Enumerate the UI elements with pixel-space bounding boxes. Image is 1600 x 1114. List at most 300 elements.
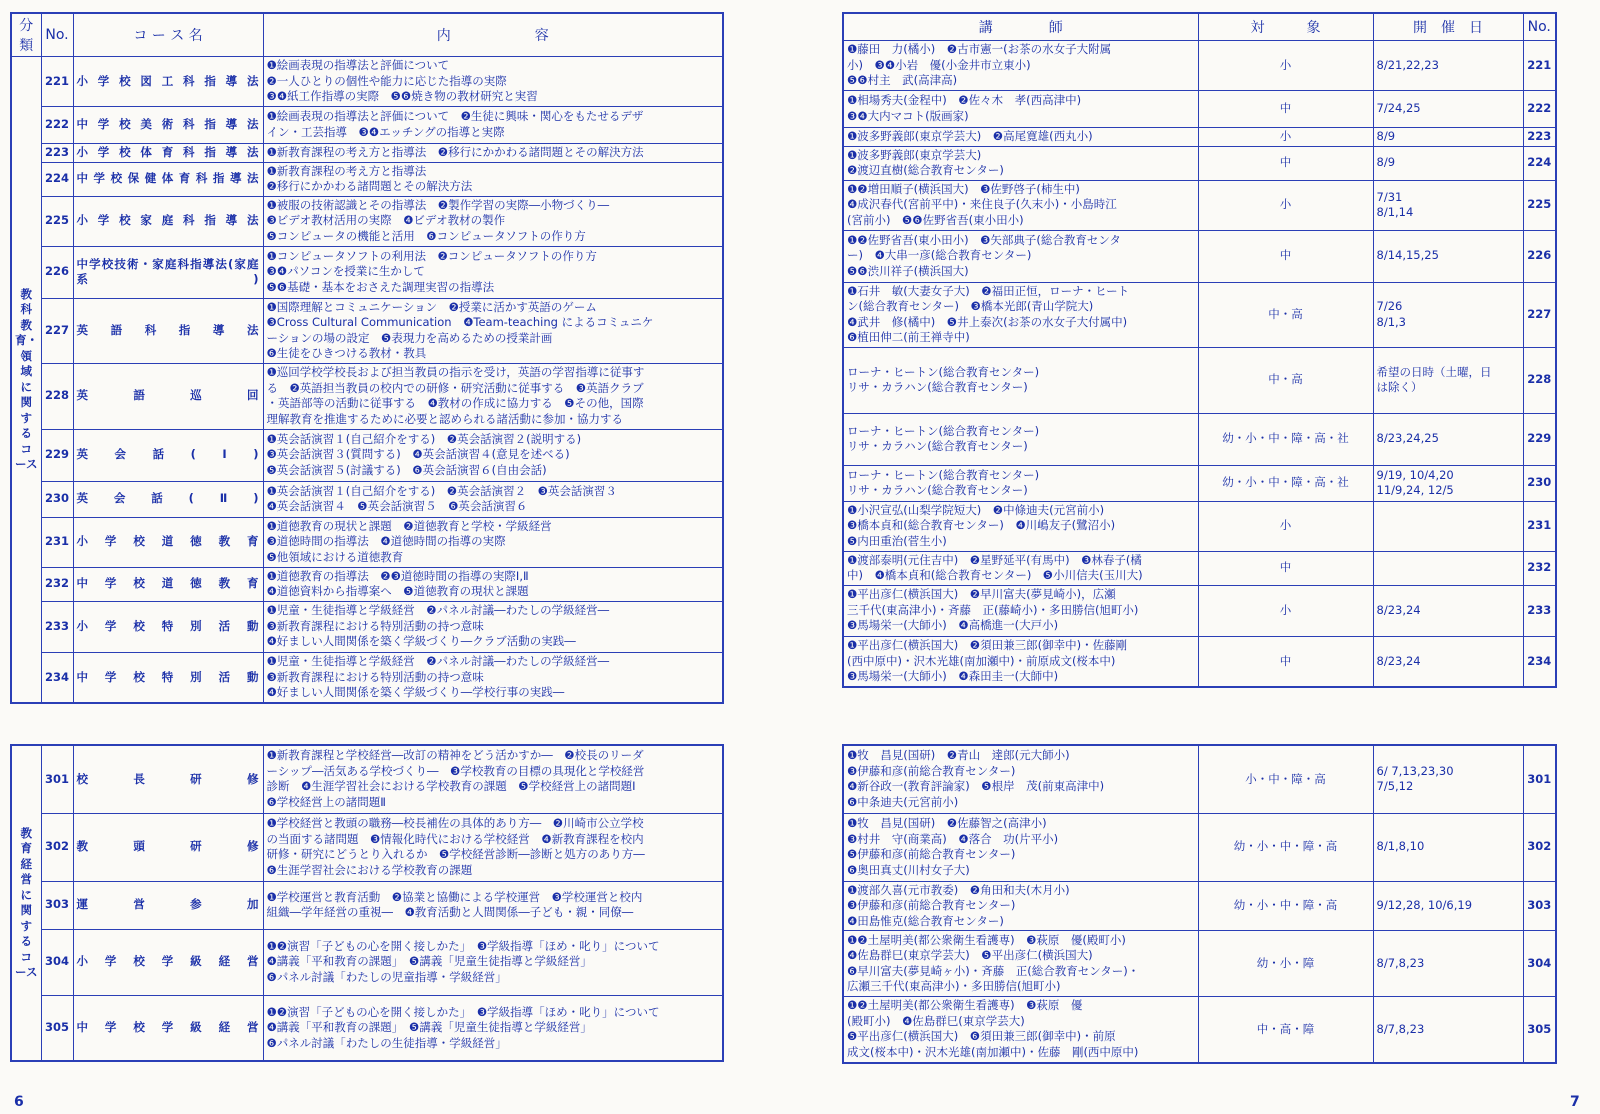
course-number: 221 [41,57,73,107]
content-line: ❷一人ひとりの個性や能力に応じた指導の実際 [266,73,507,88]
schedule-dates: 8/21,22,23 [1373,41,1523,91]
header-target: 対 象 [1198,13,1373,41]
target-audience: 小 [1198,501,1373,551]
content-line: ❸英会話演習３(質問する) ❹英会話演習４(意見を述べる) [266,447,570,462]
content-line: ❺英会話演習５(討議する) ❻英会話演習６(自由会話) [266,462,547,477]
lecturer-line: ❶❷土屋明美(都公衆衛生看護専) ❸萩原 優(殿町小) [847,932,1126,947]
lecturer-line: ❷渡辺直樹(総合教育センター) [847,163,1004,177]
course-name: 運営参加 [73,881,263,929]
target-audience: 小 [1198,180,1373,230]
content-line: ・英語部等の活動に従事する ❹教材の作成に協力する ❺その他，国際 [266,396,644,410]
content-line: ❹好ましい人間関係を築く学級づくり―クラブ活動の実践― [266,634,576,649]
table-row [11,567,723,601]
course-table-management [10,744,724,1062]
target-audience: 小・中・障・高 [1198,745,1373,813]
target-audience: 小 [1198,585,1373,636]
lecturer-line: ❻奥田真丈(川村女子大) [847,862,970,877]
header-category: 分類 [11,13,41,57]
content-line: ❸新教育課程における特別活動の持つ意味 [266,618,484,633]
content-line: の当面する諸問題 ❸情報化時代における学校経営 ❹新教育課程を校内 [266,831,644,846]
course-content [263,652,723,703]
page-number-left: 6 [14,1094,24,1110]
course-number: 231 [1523,501,1556,551]
lecturer-line: ❺伊藤和彦(前総合教育センター) [847,847,1016,861]
schedule-dates [1373,501,1523,551]
lecturer-line: ❶波多野義郎(東京学芸大) [847,147,982,162]
course-content [263,929,723,995]
lecturer-line: ❹新谷政一(教育評論家) ❺根岸 茂(前東高津中) [847,779,1105,794]
lecturer-line: ❸馬場栄一(大師小) ❹高橋進一(大戸小) [847,618,1059,633]
table-row [843,465,1556,501]
course-number: 230 [1523,465,1556,501]
course-content [263,106,723,143]
content-line: ❹好ましい人間関係を築く学級づくり―学校行事の実践― [266,685,565,699]
target-audience: 中 [1198,636,1373,687]
course-number: 305 [1523,997,1556,1063]
table-row [11,196,723,246]
course-number: 301 [41,745,73,813]
lecturer-line: ❸馬場栄一(大師小) ❹森田圭一(大師中) [847,669,1059,683]
schedule-dates: 8/7,8,23 [1373,997,1523,1063]
course-number: 301 [1523,745,1556,813]
course-number: 232 [1523,551,1556,585]
page-number-right: 7 [1570,1094,1580,1110]
lecturer-line: ❻植田伸二(前王禅寺中) [847,330,970,344]
content-line: 診断 ❹生涯学習社会における学校教育の課題 ❺学校経営上の諸問題Ⅰ [266,779,636,794]
lecturer-cell [843,465,1198,501]
table-row [11,106,723,143]
course-number: 225 [1523,180,1556,230]
lecturer-cell [843,347,1198,413]
course-table-subjects [10,12,724,704]
category-label [11,57,41,704]
course-content [263,429,723,481]
lecturer-line: 中) ❹橋本貞和(総合教育センター) ❺小川信夫(玉川大) [847,568,1143,582]
schedule-dates: 8/9 [1373,127,1523,146]
course-content [263,567,723,601]
table-row [843,282,1556,347]
course-number: 222 [41,106,73,143]
content-line: ❹道徳資料から指導案へ ❺道徳教育の現状と課題 [266,584,529,598]
content-line: 組織―学年経営の重視― ❹教育活動と人間関係―子ども・親・同僚― [266,905,634,919]
content-line: イン・工芸指導 ❸❹エッチングの指導と実際 [266,124,505,139]
course-number: 304 [1523,931,1556,997]
content-line: ❶道徳教育の現状と課題 ❷道徳教育と学校・学級経営 [266,518,552,533]
course-number: 228 [1523,347,1556,413]
lecturer-cell [843,636,1198,687]
table-row [843,347,1556,413]
header-no: No. [41,13,73,57]
target-audience: 中 [1198,146,1373,180]
course-content [263,196,723,246]
category-text: 教科教育・領域に関するコース [15,286,38,471]
lecturer-cell [843,931,1198,997]
course-number: 225 [41,196,73,246]
lecturer-cell [843,230,1198,282]
lecturer-cell [843,551,1198,585]
table-row [843,551,1556,585]
category-label [11,745,41,1061]
content-line: ❶絵画表現の指導法と評価について ❷生徒に興味・関心をもたせるデザ [266,109,644,123]
table-row [11,162,723,196]
content-line: ❶児童・生徒指導と学級経営 ❷パネル討議―わたしの学級経営― [266,603,610,618]
content-line: ❶絵画表現の指導法と評価について [266,58,450,72]
schedule-dates: 8/23,24 [1373,585,1523,636]
lecturer-line: ❶相場秀夫(金程中) ❷佐々木 孝(西高津中) [847,93,1082,107]
lecturer-line: リサ・カラハン(総合教育センター) [847,483,1028,497]
course-number: 302 [1523,813,1556,881]
lecturer-line: ❹佐島群巳(東京学芸大) ❺平出彦仁(横浜国大) [847,948,1093,962]
course-name: 小学校図工科指導法 [73,57,263,107]
content-line: ❶❷演習「子どもの心を開く接しかた」 ❸学級指導「ほめ・叱り」について [266,938,660,953]
content-line: ❹講義「平和教育の課題」 ❺講義「児童生徒指導と学級経営」 [266,1020,592,1034]
table-row [843,90,1556,127]
content-line: ❶新教育課程と学校経営―改訂の精神をどう活かすか― ❷校長のリーダ [266,748,644,763]
table-row [11,363,723,429]
course-number: 233 [1523,585,1556,636]
course-content [263,517,723,567]
course-number: 224 [1523,146,1556,180]
content-line: ❻生涯学習社会における学校教育の課題 [266,862,473,877]
schedule-dates: 9/19, 10/4,20 11/9,24, 12/5 [1373,465,1523,501]
table-row [843,931,1556,997]
course-number: 226 [1523,230,1556,282]
lecturer-line: ❺❻渋川祥子(横浜国大) [847,263,969,278]
lecturer-line: ❹田島惟克(総合教育センター) [847,913,1004,928]
target-audience: 小 [1198,127,1373,146]
target-audience: 中 [1198,551,1373,585]
lecturer-cell [843,413,1198,465]
course-name: 英会話(Ⅱ) [73,481,263,517]
target-audience: 幼・小・中・障・高 [1198,813,1373,881]
target-audience: 幼・小・中・障・高・社 [1198,465,1373,501]
table-row [11,246,723,298]
table-row [11,995,723,1061]
course-name: 英会話(Ⅰ) [73,429,263,481]
lecturer-cell [843,745,1198,813]
header-dates: 開 催 日 [1373,13,1523,41]
content-line: ❸Cross Cultural Communication ❹Team-teaching によるコミュニケ [266,315,654,329]
lecturer-cell [843,41,1198,91]
right-page [800,0,1600,1114]
content-line: ❶国際理解とコミュニケーション ❷授業に活かす英語のゲーム [266,299,597,314]
schedule-dates: 9/12,28, 10/6,19 [1373,881,1523,931]
lecturer-line: ❻早川富夫(夢見崎ヶ小)・斉藤 正(総合教育センター)・ [847,963,1140,978]
content-line: ❸❹パソコンを授業に生かして [266,264,425,279]
lecturer-line: (宮前小) ❺❻佐野省吾(東小田小) [847,212,1024,227]
course-content [263,162,723,196]
course-number: 231 [41,517,73,567]
schedule-dates: 8/7,8,23 [1373,931,1523,997]
schedule-dates: 8/23,24 [1373,636,1523,687]
lecturer-cell [843,997,1198,1063]
lecturer-line: ❶小沢宣弘(山梨学院短大) ❷中條迪夫(元宮前小) [847,502,1105,517]
course-content [263,363,723,429]
course-content [263,143,723,162]
course-name: 小学校特別活動 [73,601,263,652]
schedule-dates [1373,551,1523,585]
lecturer-line: ❶牧 昌見(国研) ❷青山 達郎(元大師小) [847,748,1070,763]
table-row [11,881,723,929]
lecturer-line: ン(総合教育センター) ❸橋本光郎(青山学院大) [847,299,1094,313]
table-row [843,230,1556,282]
content-line: ❶被服の技術認識とその指導法 ❷製作学習の実際―小物づくり― [266,197,610,212]
content-line: ❻パネル討議「わたしの生徒指導・学級経営」 [266,1035,507,1050]
content-line: 理解教育を推進するために必要と認められる諸活動に参加・協力する [266,411,623,426]
table-row [11,481,723,517]
course-content [263,813,723,881]
course-content [263,745,723,813]
course-name: 中学校特別活動 [73,652,263,703]
table-row [11,652,723,703]
table-row [11,813,723,881]
content-line: ❸道徳時間の指導法 ❹道徳時間の指導の実際 [266,534,506,549]
lecturer-cell [843,813,1198,881]
table-row [11,745,723,813]
lecturer-line: ❶❷佐野省吾(東小田小) ❸矢部典子(総合教育センタ [847,232,1121,247]
course-content [263,601,723,652]
lecturer-line: ❻中条迪夫(元宮前小) [847,794,959,809]
course-number: 221 [1523,41,1556,91]
course-name: 校長研修 [73,745,263,813]
lecturer-line: 小) ❸❹小岩 優(小金井市立東小) [847,57,1031,72]
course-name: 中学校技術・家庭科指導法(家庭系) [73,246,263,298]
lecturer-line: ローナ・ヒートン(総合教育センター) [847,364,1040,379]
content-line: 研修・研究にどうとり入れるか ❺学校経営診断―診断と処方のあり方― [266,847,645,861]
table-row [843,146,1556,180]
schedule-dates: 8/14,15,25 [1373,230,1523,282]
lecturer-cell [843,180,1198,230]
lecturer-line: ❺❻村主 武(高津高) [847,73,958,87]
lecturer-line: ❸橋本貞和(総合教育センター) ❹川嶋友子(鷺沼小) [847,518,1116,533]
table-header-row [843,13,1556,41]
lecturer-line: ❸伊藤和彦(前総合教育センター) [847,763,1016,778]
schedule-dates: 8/9 [1373,146,1523,180]
lecturer-cell [843,90,1198,127]
target-audience: 中・高・障 [1198,997,1373,1063]
content-line: ーションの場の設定 ❺表現力を高めるための授業計画 [266,330,553,345]
lecturer-line: 広瀬三千代(東高津小)・多田勝信(旭町小) [847,979,1061,993]
content-line: ❸ビデオ教材活用の実際 ❹ビデオ教材の製作 [266,213,506,228]
content-line: ❶英会話演習１(自己紹介をする) ❷英会話演習２(説明する) [266,431,582,446]
table-row [843,585,1556,636]
course-content [263,481,723,517]
course-content [263,995,723,1061]
lecturer-cell [843,282,1198,347]
content-line: ❶英会話演習１(自己紹介をする) ❷英会話演習２ ❸英会話演習３ [266,483,617,498]
content-line: ❷移行にかかわる諸問題とその解決方法 [266,179,473,193]
table-row [843,127,1556,146]
table-row [11,601,723,652]
course-name: 小学校体育科指導法 [73,143,263,162]
course-number: 222 [1523,90,1556,127]
table-row [843,813,1556,881]
course-content [263,881,723,929]
course-number: 303 [41,881,73,929]
schedule-dates: 7/26 8/1,3 [1373,282,1523,347]
course-number: 230 [41,481,73,517]
course-number: 233 [41,601,73,652]
course-name: 中学校美術科指導法 [73,106,263,143]
table-row [11,517,723,567]
table-row [843,636,1556,687]
lecturer-line: ❸❹大内マコト(版画家) [847,108,969,123]
lecturer-cell [843,585,1198,636]
course-name: 教頭研修 [73,813,263,881]
lecturer-line: (西中原中)・沢木光雄(南加瀬中)・前原成文(桜本中) [847,653,1116,668]
table-row [843,413,1556,465]
table-row [11,298,723,363]
lecturer-line: 三千代(東高津小)・斉藤 正(藤崎小)・多田勝信(旭町小) [847,602,1139,617]
lecturer-table-management [842,744,1557,1064]
course-number: 304 [41,929,73,995]
lecturer-line: ❹武井 修(橘中) ❺井上泰次(お茶の水女子大付属中) [847,314,1128,329]
target-audience: 幼・小・中・障・高・社 [1198,413,1373,465]
header-lecturer: 講 師 [843,13,1198,41]
content-line: ❻生徒をひきつける教材・教具 [266,346,427,360]
lecturer-line: ❶❷土屋明美(都公衆衛生看護専) ❸萩原 優 [847,998,1083,1013]
table-row [843,41,1556,91]
course-number: 227 [41,298,73,363]
header-no: No. [1523,13,1556,41]
content-line: ❹講義「平和教育の課題」 ❺講義「児童生徒指導と学級経営」 [266,954,592,969]
lecturer-line: ❶平出彦仁(横浜国大) ❷須田兼三郎(御幸中)・佐藤剛 [847,638,1128,652]
category-text: 教育経営に関するコース [15,825,38,979]
course-number: 305 [41,995,73,1061]
course-number: 229 [41,429,73,481]
content-line: ❹英会話演習４ ❺英会話演習５ ❻英会話演習６ [266,499,528,513]
table-row [843,745,1556,813]
content-line: ❶学校経営と教頭の職務―校長補佐の具体的あり方― ❷川崎市公立学校 [266,816,644,830]
course-name: 小学校家庭科指導法 [73,196,263,246]
lecturer-cell [843,501,1198,551]
lecturer-line: ❶牧 昌見(国研) ❷佐藤智之(高津小) [847,816,1047,830]
table-row [11,57,723,107]
lecturer-line: ❶渡部久喜(元市教委) ❷角田和夫(木月小) [847,882,1070,897]
course-number: 223 [1523,127,1556,146]
course-number: 228 [41,363,73,429]
lecturer-line: ❸村井 守(商業高) ❹落合 功(片平小) [847,831,1059,846]
course-name: 小学校道徳教育 [73,517,263,567]
lecturer-line: ❶藤田 力(橘小) ❷古市憲一(お茶の水女子大附属 [847,42,1112,56]
course-name: 英語科指導法 [73,298,263,363]
schedule-dates: 希望の日時（土曜，日 は除く） [1373,347,1523,413]
course-number: 302 [41,813,73,881]
lecturer-line: ローナ・ヒートン(総合教育センター) [847,467,1040,482]
course-number: 223 [41,143,73,162]
schedule-dates: 7/31 8/1,14 [1373,180,1523,230]
course-number: 224 [41,162,73,196]
lecturer-line: ❶平出彦仁(横浜国大) ❷早川富夫(夢見崎小)，広瀬 [847,587,1116,602]
lecturer-line: リサ・カラハン(総合教育センター) [847,380,1028,394]
table-row [11,929,723,995]
table-row [843,501,1556,551]
content-line: ❶❷演習「子どもの心を開く接しかた」 ❸学級指導「ほめ・叱り」について [266,1004,660,1019]
lecturer-line: ローナ・ヒートン(総合教育センター) [847,423,1040,438]
lecturer-line: リサ・カラハン(総合教育センター) [847,439,1028,453]
content-line: ❻パネル討議「わたしの児童指導・学級経営」 [266,969,507,984]
course-number: 234 [1523,636,1556,687]
course-number: 229 [1523,413,1556,465]
course-name: 英語巡回 [73,363,263,429]
content-line: ❺❻基礎・基本をおさえた調理実習の指導法 [266,279,495,294]
course-name: 中学校保健体育科指導法 [73,162,263,196]
table-row [843,881,1556,931]
schedule-dates: 6/ 7,13,23,30 7/5,12 [1373,745,1523,813]
header-content: 内 容 [263,13,723,57]
table-row [11,143,723,162]
table-row [843,997,1556,1063]
lecturer-line: ❺内田重治(菅生小) [847,533,947,548]
target-audience: 幼・小・中・障・高 [1198,881,1373,931]
course-content [263,57,723,107]
schedule-dates: 8/1,8,10 [1373,813,1523,881]
lecturer-line: ❹成沢春代(宮前平中)・来住良子(久末小)・小島時江 [847,197,1117,212]
target-audience: 中・高 [1198,282,1373,347]
course-name: 中学校学級経営 [73,995,263,1061]
course-number: 234 [41,652,73,703]
content-line: ❸❹紙工作指導の実際 ❺❻焼き物の教材研究と実習 [266,89,538,103]
table-row [11,429,723,481]
content-line: ーシップ―活気ある学校づくり― ❸学校教育の目標の具現化と学校経営 [266,763,645,778]
target-audience: 幼・小・障 [1198,931,1373,997]
content-line: ❶学校運営と教育活動 ❷協業と協働による学校運営 ❸学校運営と校内 [266,889,643,904]
course-content [263,246,723,298]
course-name: 中学校道徳教育 [73,567,263,601]
lecturer-line: ❶❷増田順子(横浜国大) ❸佐野啓子(柿生中) [847,181,1080,196]
lecturer-cell [843,127,1198,146]
lecturer-line: ❶波多野義郎(東京学芸大) ❷高尾寛雄(西丸小) [847,128,1093,143]
content-line: ❻学校経営上の諸問題Ⅱ [266,794,386,809]
target-audience: 中 [1198,90,1373,127]
schedule-dates: 8/23,24,25 [1373,413,1523,465]
content-line: ❸新教育課程における特別活動の持つ意味 [266,669,484,684]
content-line: ❺コンピュータの機能と活用 ❻コンピュータソフトの作り方 [266,228,586,243]
course-number: 232 [41,567,73,601]
lecturer-line: ❶石井 敏(大妻女子大) ❷福田正恒，ローナ・ヒート [847,283,1130,298]
header-course-name: コ ー ス 名 [73,13,263,57]
content-line: る ❷英語担当教員の校内での研修・研究活動に従事する ❸英語クラブ [266,380,644,395]
lecturer-line: ❸伊藤和彦(前総合教育センター) [847,898,1016,912]
lecturer-table-subjects [842,12,1557,688]
course-number: 227 [1523,282,1556,347]
target-audience: 中・高 [1198,347,1373,413]
lecturer-line: ー) ❹大串一彦(総合教育センター) [847,248,1032,263]
target-audience: 小 [1198,41,1373,91]
lecturer-line: ❶渡部泰明(元住吉中) ❷星野延平(有馬中) ❸林春子(橘 [847,552,1142,567]
lecturer-cell [843,881,1198,931]
content-line: ❶コンピュータソフトの利用法 ❷コンピュータソフトの作り方 [266,248,597,263]
lecturer-line: ❺平出彦仁(横浜国大) ❻須田兼三郎(御幸中)・前原 [847,1029,1116,1044]
lecturer-line: 成文(桜本中)・沢木光雄(南加瀬中)・佐藤 剛(西中原中) [847,1044,1139,1059]
course-name: 小学校学級経営 [73,929,263,995]
content-line: ❶新教育課程の考え方と指導法 ❷移行にかかわる諸問題とその解決方法 [266,144,644,159]
content-line: ❶児童・生徒指導と学級経営 ❷パネル討議―わたしの学級経営― [266,654,610,668]
schedule-dates: 7/24,25 [1373,90,1523,127]
content-line: ❶新教育課程の考え方と指導法 [266,163,427,178]
lecturer-line: (殿町小) ❹佐島群巳(東京学芸大) [847,1013,1025,1028]
course-number: 303 [1523,881,1556,931]
course-number: 226 [41,246,73,298]
course-content [263,298,723,363]
content-line: ❺他領域における道徳教育 [266,549,404,564]
table-header-row [11,13,723,57]
target-audience: 中 [1198,230,1373,282]
lecturer-cell [843,146,1198,180]
table-row [843,180,1556,230]
content-line: ❶道徳教育の指導法 ❷❸道徳時間の指導の実際Ⅰ,Ⅱ [266,568,529,583]
content-line: ❶巡回学校学校長および担当教員の指示を受け，英語の学習指導に従事す [266,365,645,379]
